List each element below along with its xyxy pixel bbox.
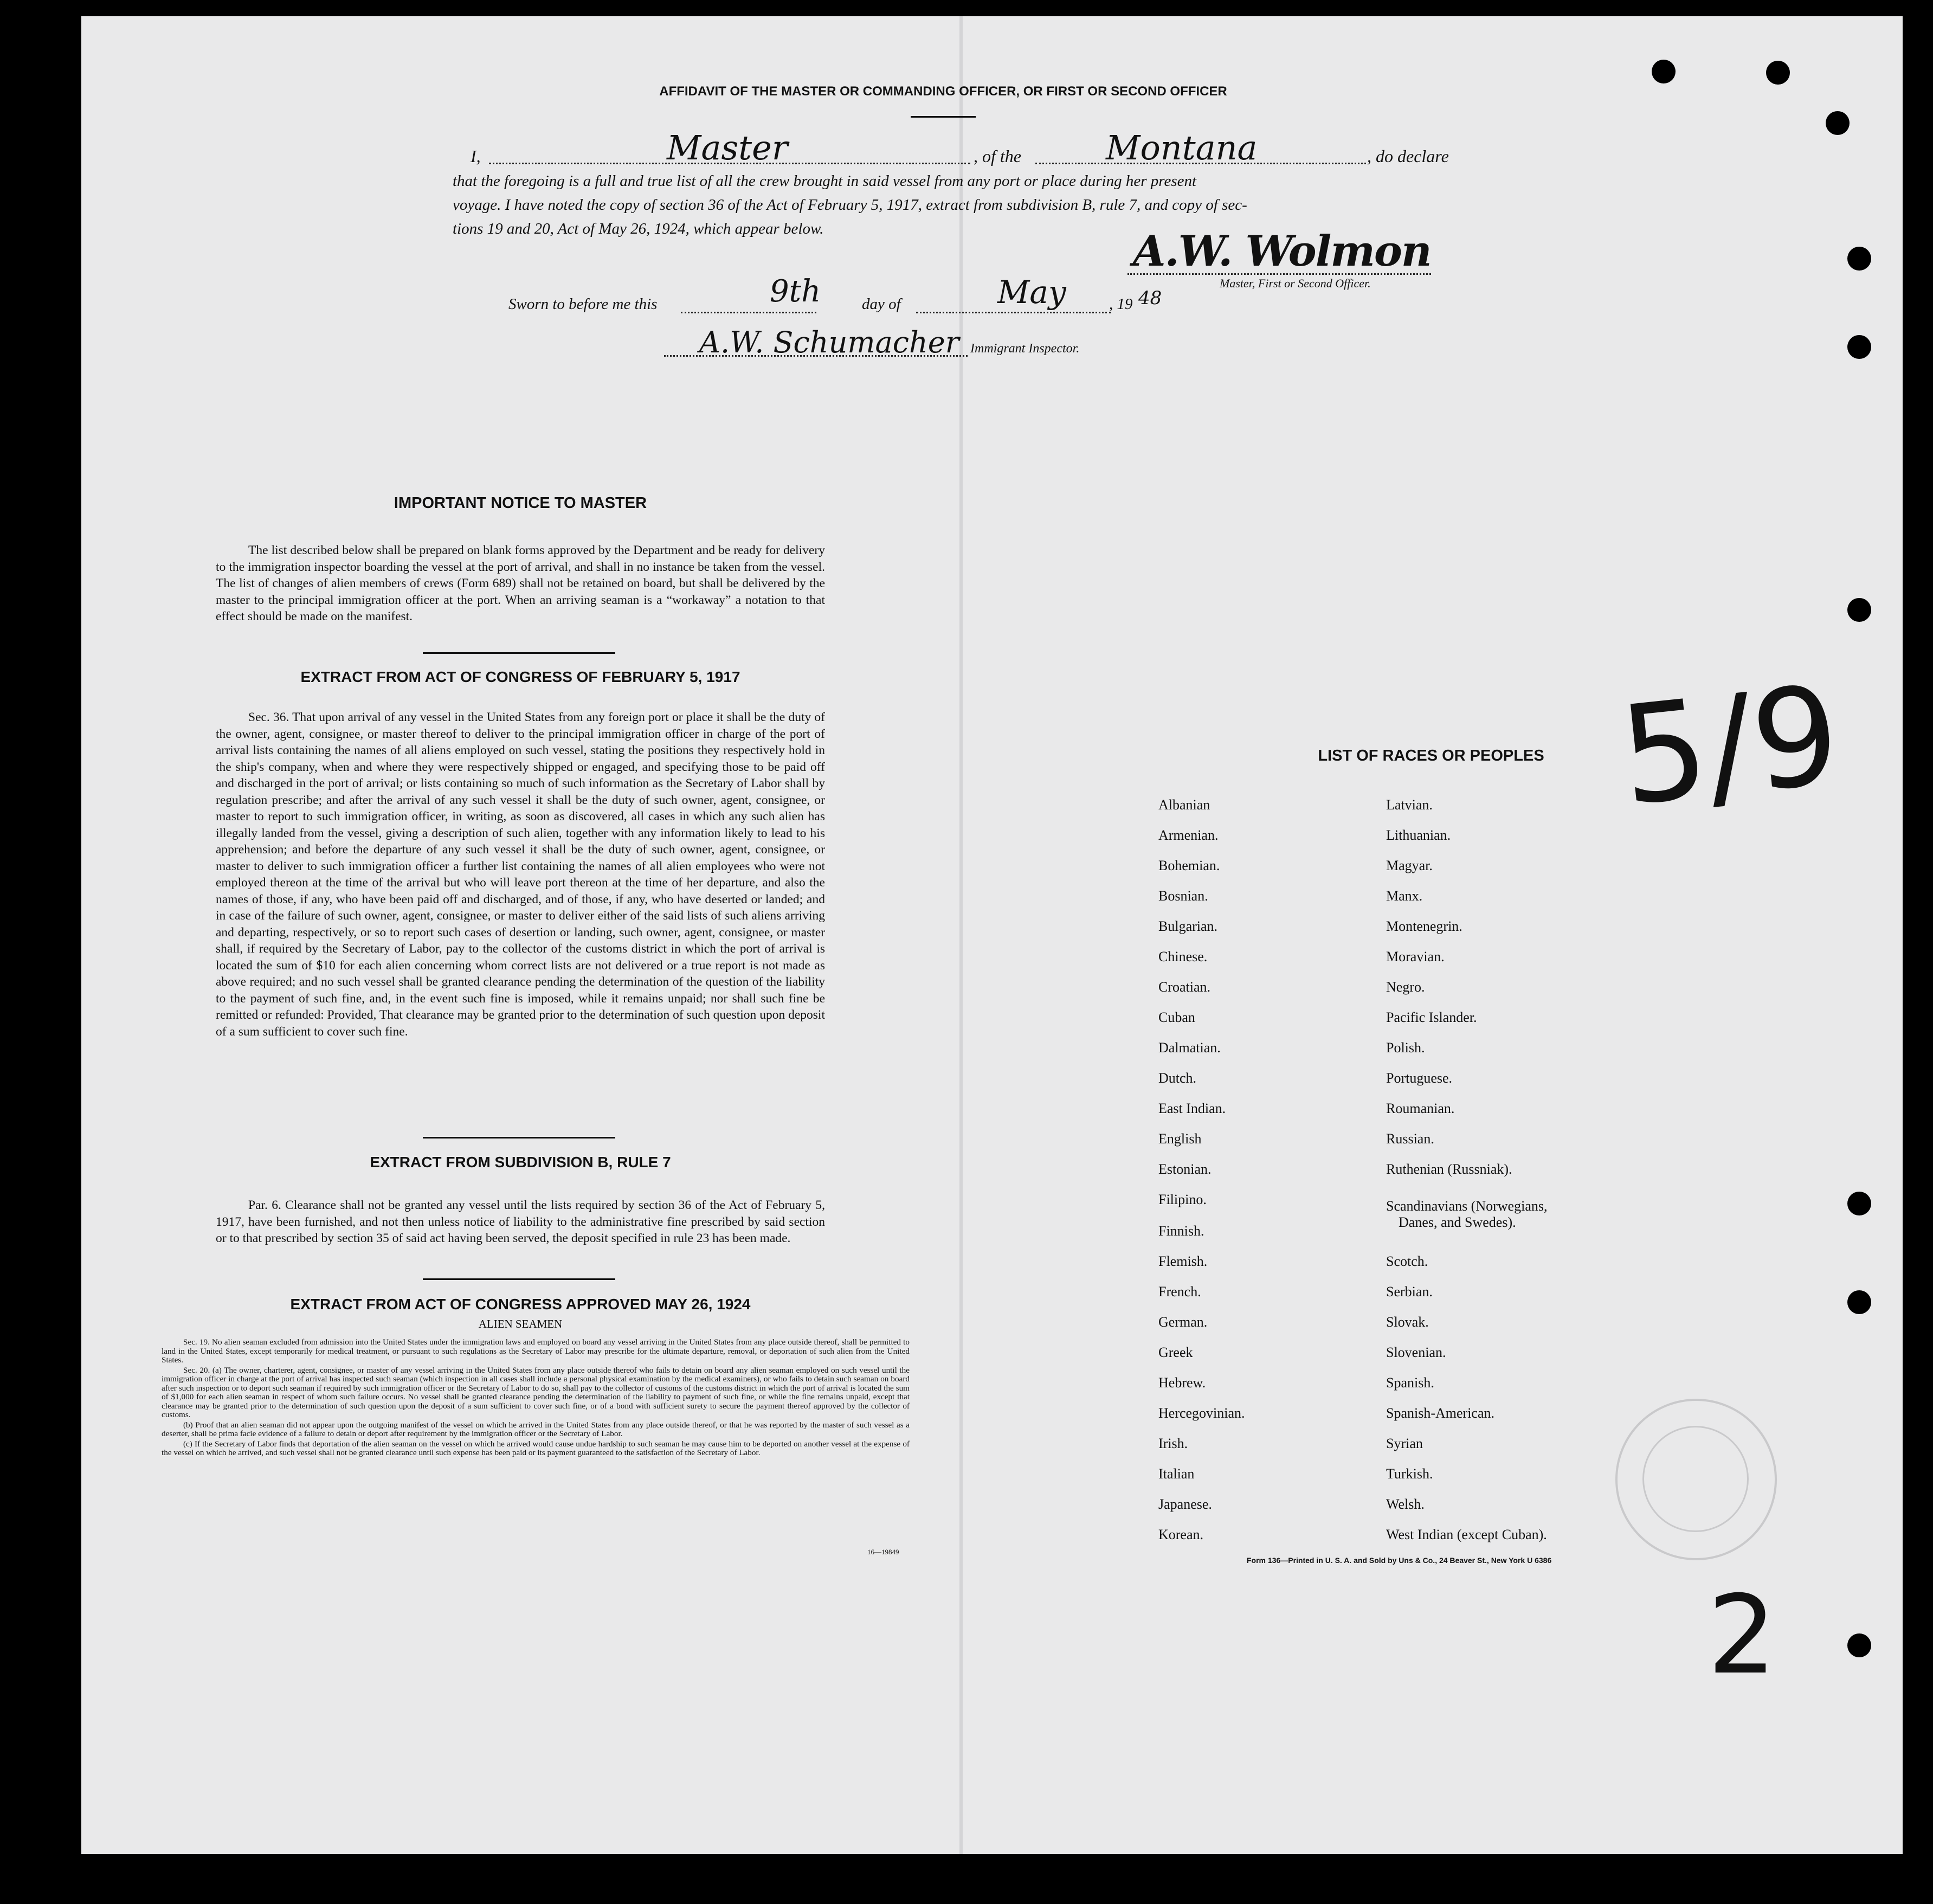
of-the-label: , of the	[974, 146, 1021, 166]
race-item-right: Welsh.	[1386, 1496, 1425, 1512]
race-item-left: Bulgarian.	[1158, 918, 1218, 934]
signature-caption: Master, First or Second Officer.	[1220, 276, 1371, 290]
race-item-left: Hercegovinian.	[1158, 1405, 1245, 1421]
race-item-left: Chinese.	[1158, 949, 1208, 964]
rule	[423, 652, 615, 654]
affidavit-line-3: voyage. I have noted the copy of section 36 of the Act of February 5, 1917, extract from subdivision B, rule 7, and copy of sec-	[453, 196, 1247, 214]
race-item-right: Pacific Islander.	[1386, 1009, 1477, 1025]
race-item-right: Portuguese.	[1386, 1070, 1453, 1086]
race-item-right: Scotch.	[1386, 1253, 1428, 1269]
race-item-left: Italian	[1158, 1466, 1195, 1482]
punch-hole	[1847, 335, 1871, 359]
punch-hole	[1766, 61, 1790, 85]
day-of-label: day of	[862, 295, 901, 313]
race-item-right: Montenegrin.	[1386, 918, 1462, 934]
affidavit-i: I,	[471, 146, 481, 166]
extract-1917-title: EXTRACT FROM ACT OF CONGRESS OF FEBRUARY 5, 1917	[300, 668, 740, 685]
race-item-right: Turkish.	[1386, 1466, 1433, 1482]
inspector-signature: A.W. Schumacher	[699, 325, 959, 359]
race-item-right: Slovak.	[1386, 1314, 1429, 1330]
race-item-left: Albanian	[1158, 797, 1210, 813]
year-prefix: , 19	[1109, 295, 1133, 313]
sec20b-paragraph: (b) Proof that an alien seaman did not appear upon the outgoing manifest of the vessel on which he arrived in the United States from any place outside thereof, or that he was reported by the master of such vessel as a deserter, shall be prima facie evidence of a failure to detain or deport after requirement by the immigration officer or the Secretary of Labor.	[162, 1420, 910, 1438]
race-item-left: Dutch.	[1158, 1070, 1197, 1086]
title-rule	[911, 116, 976, 118]
extract-1924-title: EXTRACT FROM ACT OF CONGRESS APPROVED MAY 26, 1924	[290, 1296, 751, 1313]
punch-hole	[1826, 111, 1850, 135]
race-item-left: German.	[1158, 1314, 1208, 1330]
race-item-right: Roumanian.	[1386, 1101, 1455, 1116]
race-item-right: Serbian.	[1386, 1284, 1433, 1300]
notice-title: IMPORTANT NOTICE TO MASTER	[394, 494, 647, 512]
affidavit-line-2: that the foregoing is a full and true list of all the crew brought in said vessel from any port or place during her present	[453, 172, 1197, 190]
punch-hole	[1847, 247, 1871, 271]
race-item-left: Filipino.	[1158, 1192, 1207, 1207]
race-item-right: West Indian (except Cuban).	[1386, 1527, 1547, 1542]
extract-1917-text: Sec. 36. That upon arrival of any vessel in the United States from any foreign port or place it shall be the duty of the owner, agent, consignee, or master thereof to deliver to the principal immigration officer in charge of the port of arrival lists containing the names of all aliens employed on such vessel, stating the positions they respectively hold in the ship's company, when and where they were respectively shipped or engaged, and specifying those to be paid off and discharged in the port of arrival; or lists containing so much of such information as the Secretary of Labor shall by regulation prescribe; and after the arrival of any such vessel it shall be the duty of such owner, agent, consignee, or master to report to such immigration officer, in writing, as soon as discovered, all cases in which any such alien has illegally landed from the vessel, giving a description of such alien, together with any information likely to lead to his apprehension; and before the departure of any such vessel it shall be the duty of such owner, agent, consignee, or master to deliver to such immigration officer a further list containing the names of all alien employees who were not employed thereon at the time of the arrival but who will leave port thereon at the time of her departure, and also the names of those, if any, who have been paid off and discharged, and of those, if any, who have deserted or landed; and in case of the failure of such owner, agent, consignee, or master to deliver either of the said lists of such aliens arriving and departing, respectively, or so to report such cases of desertion or landing, such owner, agent, consignee, or master shall, if required by the Secretary of Labor, pay to the collector of the customs district in which the port of arrival is located the sum of $10 for each alien concerning whom correct lists are not delivered or a true report is not made as above required; and no such vessel shall be granted clearance pending the determination of the question of the liability to the payment of such fine, and, in the event such fine is imposed, while it remains unpaid; nor shall such fine be remitted or refunded: Provided, That clearance may be granted prior to the determination of such question upon deposit of a sum sufficient to cover such fine.	[216, 710, 825, 1039]
punch-hole	[1847, 1192, 1871, 1215]
race-item-right: Danes, and Swedes).	[1399, 1214, 1516, 1230]
race-item-left: Bohemian.	[1158, 858, 1220, 873]
rule	[423, 1137, 615, 1138]
race-item-left: Dalmatian.	[1158, 1040, 1221, 1056]
month-field-line	[916, 312, 1111, 313]
race-item-right: Spanish-American.	[1386, 1405, 1495, 1421]
sworn-month: May	[997, 274, 1066, 311]
race-item-right: Russian.	[1386, 1131, 1434, 1147]
punch-hole	[1652, 60, 1676, 83]
sec20a-paragraph: Sec. 20. (a) The owner, charterer, agent, consignee, or master of any vessel arriving in the United States from any place outside thereof who fails to detain on board any alien seaman employed on such vessel until the immigration officer in charge at the port of arrival has inspected such seaman (which inspection in all cases shall include a personal physical examination by the medical examiners), or who fails to detain such seaman on board after such inspection or to deport such seaman if required by such immigration officer or the Secretary of Labor to do so, shall pay to the collector of customs of the customs district in which the port of arrival is located the sum of $1,000 for each alien seaman in respect of whom such failure occurs. No vessel shall be granted clearance pending the determination of the liability to payment of such fine, or while the fine remains unpaid, except that clearance may be granted prior to the determination of such question upon the deposit of a sum sufficient to cover such fine, or of a bond with sufficient surety to secure the payment thereof approved by the collector of customs.	[162, 1365, 910, 1419]
form-code: 16—19849	[867, 1548, 899, 1556]
check-mark-annotation: 2	[1708, 1572, 1777, 1699]
punch-hole	[1847, 1633, 1871, 1657]
sworn-year: 48	[1138, 287, 1162, 309]
race-item-right: Spanish.	[1386, 1375, 1434, 1391]
sworn-day: 9th	[770, 274, 821, 309]
race-item-left: Armenian.	[1158, 827, 1219, 843]
rule7-title: EXTRACT FROM SUBDIVISION B, RULE 7	[370, 1154, 671, 1170]
race-item-left: Flemish.	[1158, 1253, 1208, 1269]
race-item-right: Syrian	[1386, 1436, 1423, 1451]
master-signature: A.W. Wolmon	[1133, 227, 1431, 276]
race-item-right: Scandinavians (Norwegians,	[1386, 1198, 1548, 1214]
race-item-left: French.	[1158, 1284, 1201, 1300]
race-item-right: Ruthenian (Russniak).	[1386, 1161, 1512, 1177]
extract-1924-subtitle: ALIEN SEAMEN	[478, 1317, 563, 1330]
race-item-right: Latvian.	[1386, 797, 1433, 813]
sec19-paragraph: Sec. 19. No alien seaman excluded from admission into the United States under the immigration laws and employed on board any vessel arriving in the United States from any place outside thereof, shall be permitted to land in the United States, except temporarily for medical treatment, or pursuant to such regulations as the Secretary of Labor may prescribe for the ultimate departure, removal, or deportation of such alien from the United States.	[162, 1337, 910, 1365]
race-item-right: Manx.	[1386, 888, 1423, 904]
signature-line	[1127, 273, 1431, 275]
sec19-text	[162, 1338, 910, 1458]
race-item-left: Croatian.	[1158, 979, 1211, 995]
footer-printer: Form 136—Printed in U. S. A. and Sold by Uns & Co., 24 Beaver St., New York U 6386	[1247, 1556, 1552, 1565]
race-item-left: Cuban	[1158, 1009, 1195, 1025]
master-name: Master	[667, 128, 788, 168]
race-item-left: Finnish.	[1158, 1223, 1204, 1239]
affidavit-line-4: tions 19 and 20, Act of May 26, 1924, which appear below.	[453, 220, 824, 237]
race-item-left: Hebrew.	[1158, 1375, 1206, 1391]
race-item-right: Slovenian.	[1386, 1345, 1446, 1360]
day-field-line	[681, 312, 816, 313]
race-item-left: English	[1158, 1131, 1202, 1147]
page-number-annotation: 5/9	[1613, 655, 1847, 836]
sworn-label: Sworn to before me this	[508, 295, 658, 313]
punch-hole	[1847, 1290, 1871, 1314]
do-declare-label: , do declare	[1367, 146, 1449, 166]
affidavit-title: AFFIDAVIT OF THE MASTER OR COMMANDING OFFICER, OR FIRST OR SECOND OFFICER	[659, 84, 1227, 99]
race-item-left: Greek	[1158, 1345, 1193, 1360]
race-item-left: Irish.	[1158, 1436, 1188, 1451]
race-item-right: Lithuanian.	[1386, 827, 1451, 843]
race-item-left: Japanese.	[1158, 1496, 1212, 1512]
race-item-left: East Indian.	[1158, 1101, 1226, 1116]
race-item-left: Korean.	[1158, 1527, 1204, 1542]
race-item-left: Estonian.	[1158, 1161, 1212, 1177]
race-item-right: Moravian.	[1386, 949, 1445, 964]
page-fold	[959, 16, 963, 1854]
inspector-caption: Immigrant Inspector.	[970, 342, 1080, 356]
vessel-name: Montana	[1106, 128, 1258, 168]
race-item-right: Polish.	[1386, 1040, 1425, 1056]
races-title: LIST OF RACES OR PEOPLES	[1318, 747, 1544, 764]
race-item-right: Negro.	[1386, 979, 1425, 995]
race-item-right: Magyar.	[1386, 858, 1433, 873]
sec20c-paragraph: (c) If the Secretary of Labor finds that deportation of the alien seaman on the vessel on which he arrived would cause undue hardship to such seaman he may cause him to be deported on another vessel at the expense of the vessel on which he arrived, and such vessel shall not be granted clearance until such expense has been paid or its payment guaranteed to the satisfaction of the Secretary of Labor.	[162, 1439, 910, 1457]
notice-text: The list described below shall be prepared on blank forms approved by the Department and be ready for delivery to the immigration inspector boarding the vessel at the port of arrival, and shall in no instance be taken from the vessel. The list of changes of alien members of crews (Form 689) shall not be retained on board, but shall be delivered by the master to the principal immigration officer at the port. When an arriving seaman is a “workaway” a notation to that effect should be made on the manifest.	[216, 543, 825, 623]
rule	[423, 1278, 615, 1280]
embossed-seal-inner	[1642, 1426, 1749, 1532]
punch-hole	[1847, 598, 1871, 622]
race-item-left: Bosnian.	[1158, 888, 1208, 904]
rule7-text: Par. 6. Clearance shall not be granted any vessel until the lists required by section 36 of the Act of February 5, 1917, have been furnished, and not then unless notice of liability to the administrative fine prescribed by said section or to that prescribed by section 35 of said act having been served, the deposit specified in rule 23 has been made.	[216, 1198, 825, 1245]
